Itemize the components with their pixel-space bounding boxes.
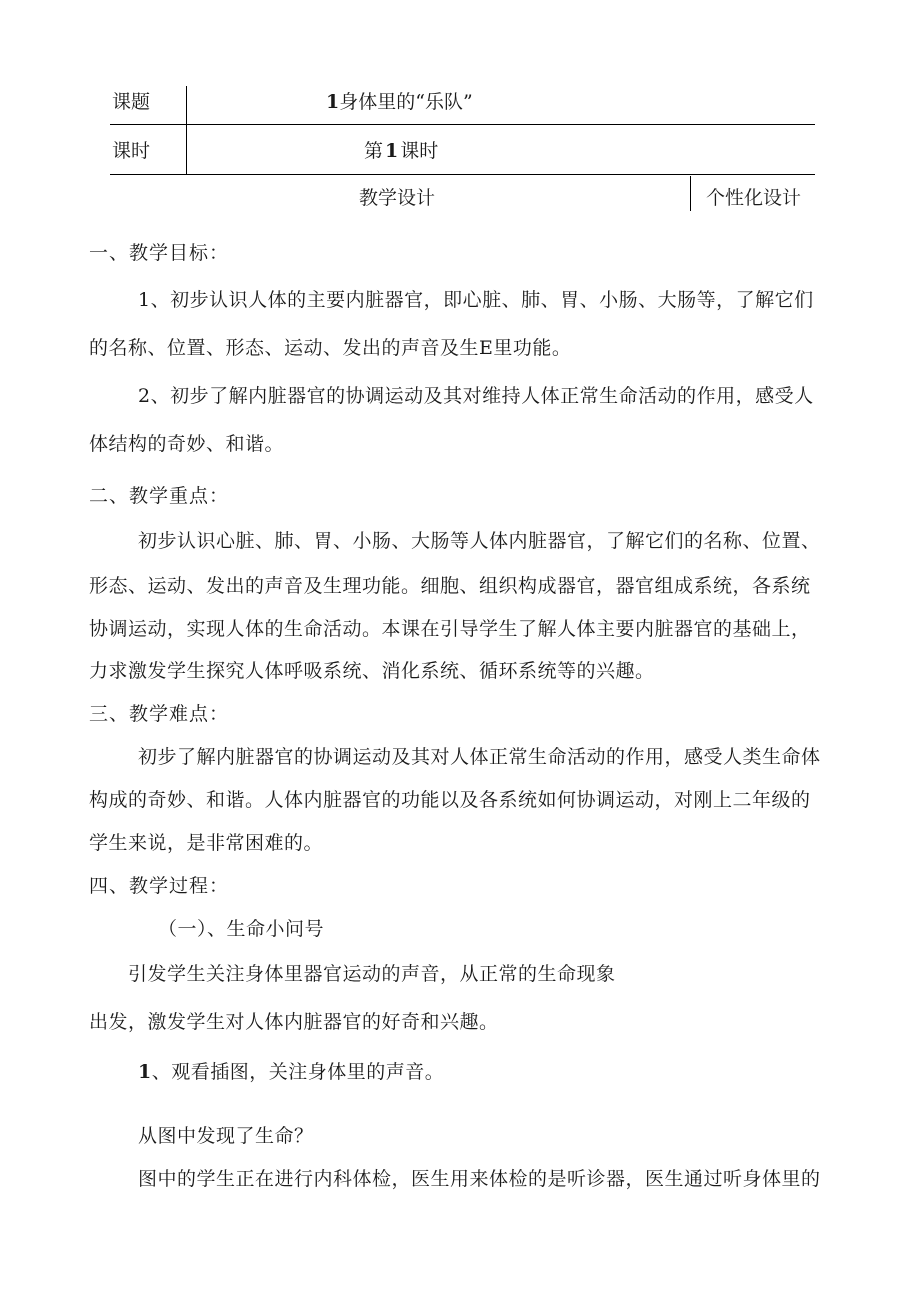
- keypoints-line-3: 协调运动，实现人体的生命活动。本课在引导学生了解人体主要内脏器官的基础上，: [89, 618, 811, 640]
- keypoints-line-1: 初步认识心脏、肺、胃、小肠、大肠等人体内脏器官，了解它们的名称、位置、: [138, 530, 821, 552]
- intro-line-2: 出发，激发学生对人体内脏器官的好奇和兴趣。: [89, 1011, 499, 1033]
- objective-2-line-1: 2、初步了解内脏器官的协调运动及其对维持人体正常生命活动的作用，感受人: [138, 385, 814, 407]
- difficulty-line-2: 构成的奇妙、和谐。人体内脏器官的功能以及各系统如何协调运动，对刚上二年级的: [89, 789, 811, 811]
- step-1: 1、观看插图，关注身体里的声音。: [138, 1061, 445, 1083]
- topic-label: 课题: [112, 91, 151, 113]
- table-row-divider: [110, 174, 815, 175]
- custom-design-column-header: 个性化设计: [706, 187, 802, 209]
- objectives-heading: 一、教学目标：: [89, 242, 230, 264]
- subsection-1-title: （一）、生命小问号: [158, 918, 325, 940]
- keypoints-line-2: 形态、运动、发出的声音及生理功能。细胞、组织构成器官，器官组成系统，各系统: [89, 575, 811, 597]
- answer-line-1: 图中的学生正在进行内科体检，医生用来体检的是听诊器，医生通过听身体里的: [138, 1168, 821, 1190]
- table-row-divider: [110, 124, 815, 125]
- period-label: 课时: [112, 140, 151, 162]
- keypoints-heading: 二、教学重点：: [89, 485, 230, 507]
- question-line: 从图中发现了生命？: [138, 1125, 314, 1147]
- topic-value: 1身体里的“乐队”: [326, 91, 473, 113]
- objective-1-line-2: 的名称、位置、形态、运动、发出的声音及生E里功能。: [89, 337, 572, 359]
- process-heading: 四、教学过程：: [89, 875, 230, 897]
- design-column-header: 教学设计: [359, 187, 436, 209]
- difficulty-heading: 三、教学难点：: [89, 703, 230, 725]
- table-divider-vertical: [690, 176, 691, 211]
- difficulty-line-3: 学生来说，是非常困难的。: [89, 832, 324, 854]
- objective-1-line-1: 1、初步认识人体的主要内脏器官，即心脏、肺、胃、小肠、大肠等，了解它们: [138, 289, 814, 311]
- objective-2-line-2: 体结构的奇妙、和谐。: [89, 433, 285, 455]
- table-divider-vertical: [186, 86, 187, 174]
- intro-line-1: 引发学生关注身体里器官运动的声音，从正常的生命现象: [128, 963, 616, 985]
- keypoints-line-4: 力求激发学生探究人体呼吸系统、消化系统、循环系统等的兴趣。: [89, 660, 655, 682]
- difficulty-line-1: 初步了解内脏器官的协调运动及其对人体正常生命活动的作用，感受人类生命体: [138, 746, 821, 768]
- period-value: 第 1 课时: [364, 140, 439, 162]
